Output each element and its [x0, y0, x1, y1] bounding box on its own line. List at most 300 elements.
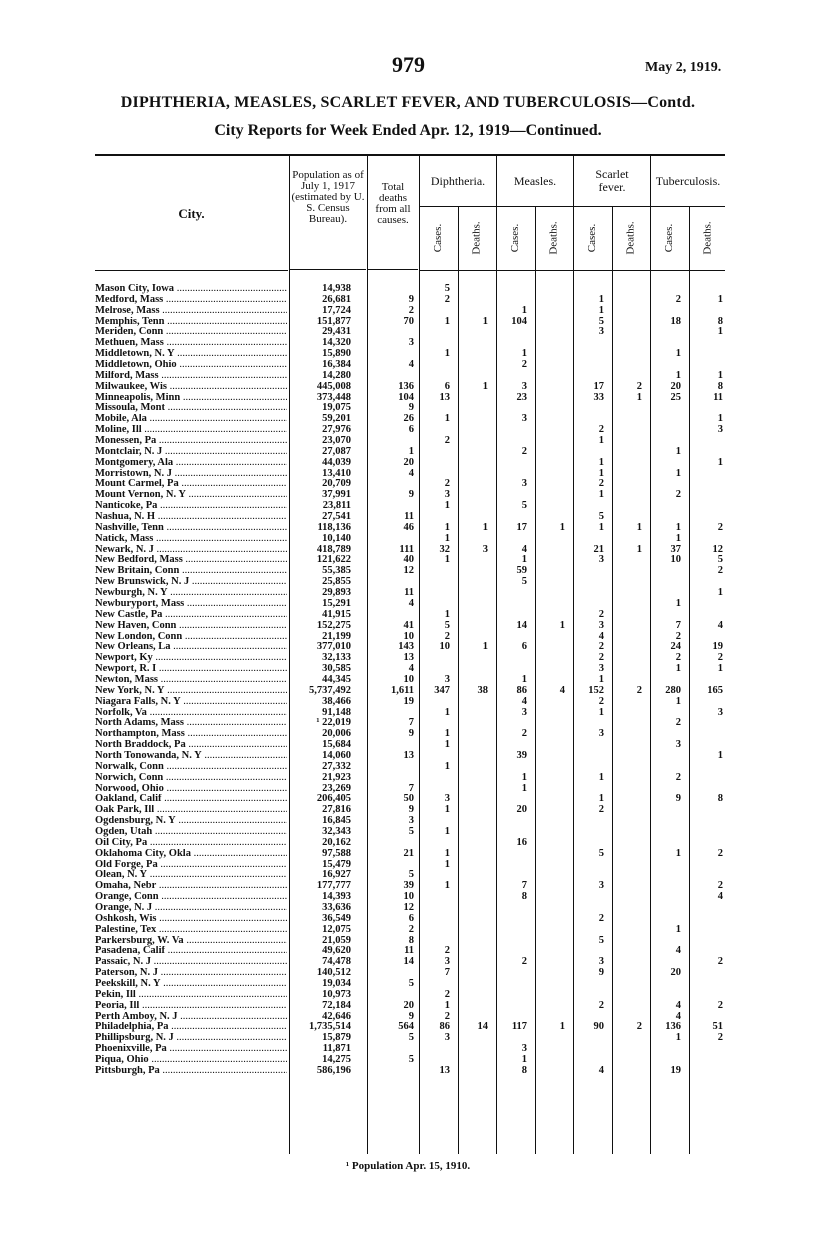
diphtheria-cases: 1	[444, 707, 450, 718]
population: 42,646	[322, 1011, 351, 1022]
population: 418,789	[316, 544, 351, 555]
diphtheria-cases	[420, 697, 450, 708]
measles-deaths	[535, 534, 565, 545]
measles-cases: 1	[521, 772, 527, 783]
tuberculosis-deaths	[689, 805, 723, 816]
diphtheria-deaths	[458, 1055, 488, 1066]
total-deaths: 7	[408, 718, 414, 729]
measles-cases	[497, 925, 527, 936]
measles-deaths	[535, 1012, 565, 1023]
measles-cases: 1	[521, 305, 527, 316]
scarlet-cases	[574, 566, 604, 577]
table-row	[95, 555, 725, 566]
scarlet-cases: 3	[598, 957, 604, 968]
table-row	[95, 425, 725, 436]
diphtheria-cases	[420, 936, 450, 947]
table-row	[95, 936, 725, 947]
measles-deaths	[535, 1001, 565, 1012]
diphtheria-deaths	[458, 512, 488, 523]
diphtheria-deaths	[458, 393, 488, 404]
diphtheria-cases	[420, 870, 450, 881]
scarlet-deaths	[612, 1044, 642, 1055]
total-deaths	[368, 534, 414, 545]
diphtheria-cases	[420, 469, 450, 480]
population: 25,855	[322, 577, 351, 588]
measles-deaths	[535, 708, 565, 719]
measles-deaths	[535, 545, 565, 556]
scarlet-deaths	[612, 697, 642, 708]
measles-deaths	[535, 946, 565, 957]
scarlet-cases: 4	[598, 1065, 604, 1076]
scarlet-deaths	[612, 317, 642, 328]
measles-deaths	[535, 1044, 565, 1055]
table-row	[95, 697, 725, 708]
table-row	[95, 436, 725, 447]
table-row	[95, 1022, 725, 1033]
tuberculosis-deaths	[689, 632, 723, 643]
tuberculosis-cases: 4	[675, 946, 681, 957]
tuberculosis-cases: 2	[675, 631, 681, 642]
total-deaths: 143	[398, 642, 414, 653]
diphtheria-deaths	[458, 946, 488, 957]
scarlet-cases: 2	[598, 913, 604, 924]
city-name: Norwich, Conn .....	[95, 773, 287, 784]
diphtheria-deaths	[458, 718, 488, 729]
total-deaths: 9	[408, 729, 414, 740]
diphtheria-deaths: 1	[482, 522, 488, 533]
scarlet-deaths	[612, 588, 642, 599]
diphtheria-deaths	[458, 816, 488, 827]
scarlet-deaths	[612, 816, 642, 827]
tuberculosis-cases: 1	[675, 370, 681, 381]
scarlet-deaths	[612, 436, 642, 447]
tuberculosis-cases	[651, 425, 681, 436]
tuberculosis-deaths: 165	[707, 685, 723, 696]
header-scarlet-deaths: Deaths.	[624, 221, 637, 255]
population: 32,133	[322, 653, 351, 664]
total-deaths: 13	[403, 750, 414, 761]
diphtheria-deaths	[458, 599, 488, 610]
measles-deaths: 1	[559, 620, 565, 631]
diphtheria-cases: 1	[444, 501, 450, 512]
diphtheria-deaths	[458, 403, 488, 414]
diphtheria-cases: 3	[444, 674, 450, 685]
total-deaths	[368, 838, 414, 849]
table-row	[95, 382, 725, 393]
total-deaths: 8	[408, 935, 414, 946]
scarlet-cases	[574, 990, 604, 1001]
tuberculosis-deaths	[689, 784, 723, 795]
city-name: Newton, Mass .....	[95, 675, 287, 686]
tuberculosis-cases: 280	[665, 685, 681, 696]
table-row	[95, 784, 725, 795]
measles-deaths	[535, 566, 565, 577]
measles-cases	[497, 903, 527, 914]
population: 32,343	[322, 826, 351, 837]
diphtheria-cases: 2	[444, 946, 450, 957]
population: 140,512	[316, 968, 351, 979]
scarlet-deaths	[612, 881, 642, 892]
measles-deaths	[535, 860, 565, 871]
population: 14,938	[322, 284, 351, 294]
population: 20,162	[322, 837, 351, 848]
measles-deaths	[535, 458, 565, 469]
tuberculosis-deaths	[689, 512, 723, 523]
measles-deaths	[535, 653, 565, 664]
diphtheria-deaths	[458, 784, 488, 795]
population: 23,811	[322, 501, 351, 512]
diphtheria-cases: 13	[439, 1065, 450, 1076]
measles-cases	[497, 327, 527, 338]
diphtheria-deaths	[458, 371, 488, 382]
measles-cases	[497, 403, 527, 414]
scarlet-deaths	[612, 360, 642, 371]
measles-cases	[497, 1001, 527, 1012]
population: 14,275	[322, 1055, 351, 1066]
tuberculosis-deaths: 1	[717, 588, 723, 599]
scarlet-deaths	[612, 892, 642, 903]
scarlet-deaths	[612, 577, 642, 588]
scarlet-cases: 1	[598, 436, 604, 447]
scarlet-cases	[574, 1044, 604, 1055]
population: 10,973	[322, 989, 351, 1000]
total-deaths: 4	[408, 360, 414, 371]
diphtheria-deaths	[458, 740, 488, 751]
city-name: Phillipsburg, N. J .....	[95, 1033, 287, 1044]
scarlet-deaths	[612, 708, 642, 719]
tuberculosis-cases	[651, 936, 681, 947]
diphtheria-deaths: 14	[477, 1022, 488, 1033]
table-row	[95, 946, 725, 957]
measles-deaths	[535, 393, 565, 404]
diphtheria-deaths	[458, 610, 488, 621]
diphtheria-deaths	[458, 914, 488, 925]
diphtheria-deaths	[458, 490, 488, 501]
header-total-deaths: Total deaths from all causes.	[368, 156, 418, 270]
scarlet-deaths	[612, 784, 642, 795]
tuberculosis-cases	[651, 436, 681, 447]
measles-cases	[497, 610, 527, 621]
population: 118,136	[317, 522, 351, 533]
table-row	[95, 393, 725, 404]
scarlet-cases: 1	[598, 794, 604, 805]
tuberculosis-deaths: 1	[717, 750, 723, 761]
total-deaths: 9	[408, 403, 414, 414]
header-tuberculosis-cases: Cases.	[662, 223, 675, 253]
scarlet-deaths	[612, 599, 642, 610]
diphtheria-cases: 2	[444, 1011, 450, 1022]
population: 177,777	[316, 881, 351, 892]
scarlet-deaths	[612, 827, 642, 838]
scarlet-cases	[574, 979, 604, 990]
measles-cases	[497, 740, 527, 751]
population: 49,620	[322, 946, 351, 957]
measles-cases: 3	[521, 414, 527, 425]
population: 586,196	[316, 1065, 351, 1076]
measles-cases: 20	[516, 805, 527, 816]
city-name: Perth Amboy, N. J .....	[95, 1012, 287, 1023]
diphtheria-cases	[420, 360, 450, 371]
measles-cases	[497, 599, 527, 610]
scarlet-cases	[574, 946, 604, 957]
measles-cases: 5	[521, 577, 527, 588]
tuberculosis-cases	[651, 588, 681, 599]
scarlet-deaths	[612, 914, 642, 925]
tuberculosis-cases	[651, 751, 681, 762]
scarlet-cases	[574, 599, 604, 610]
scarlet-cases: 1	[598, 772, 604, 783]
tuberculosis-deaths: 8	[717, 381, 723, 392]
scarlet-cases	[574, 447, 604, 458]
tuberculosis-deaths	[689, 501, 723, 512]
city-name: New London, Conn .....	[95, 632, 287, 643]
tuberculosis-deaths: 1	[717, 457, 723, 468]
population: 15,890	[322, 349, 351, 360]
population: 38,466	[322, 696, 351, 707]
tuberculosis-deaths	[689, 925, 723, 936]
scarlet-deaths	[612, 718, 642, 729]
measles-deaths	[535, 469, 565, 480]
scarlet-cases: 3	[598, 881, 604, 892]
diphtheria-deaths	[458, 469, 488, 480]
scarlet-deaths	[612, 925, 642, 936]
city-name: Mason City, Iowa .....	[95, 284, 287, 295]
population: 152,275	[316, 620, 351, 631]
tuberculosis-cases	[651, 577, 681, 588]
population: 21,199	[322, 631, 351, 642]
city-name: Methuen, Mass .....	[95, 338, 287, 349]
measles-cases: 8	[521, 892, 527, 903]
diphtheria-cases: 1	[444, 316, 450, 327]
diphtheria-cases	[420, 599, 450, 610]
scarlet-deaths	[612, 1012, 642, 1023]
scarlet-cases: 5	[598, 316, 604, 327]
total-deaths	[368, 577, 414, 588]
measles-cases: 5	[521, 501, 527, 512]
table-row	[95, 588, 725, 599]
tuberculosis-cases	[651, 403, 681, 414]
table-row	[95, 664, 725, 675]
measles-deaths	[535, 414, 565, 425]
tuberculosis-cases	[651, 805, 681, 816]
total-deaths: 6	[408, 913, 414, 924]
tuberculosis-deaths	[689, 447, 723, 458]
population: 15,479	[322, 859, 351, 870]
table-row	[95, 979, 725, 990]
population: 12,075	[322, 924, 351, 935]
measles-cases	[497, 469, 527, 480]
diphtheria-deaths	[458, 697, 488, 708]
diphtheria-cases	[420, 751, 450, 762]
scarlet-cases	[574, 577, 604, 588]
measles-deaths	[535, 479, 565, 490]
city-name: Norwalk, Conn .....	[95, 762, 287, 773]
scarlet-cases: 1	[598, 522, 604, 533]
diphtheria-cases: 5	[444, 284, 450, 294]
population: 16,384	[322, 360, 351, 371]
population: 23,269	[322, 783, 351, 794]
city-name: New York, N. Y .....	[95, 686, 287, 697]
total-deaths	[368, 371, 414, 382]
city-name: Orange, Conn .....	[95, 892, 287, 903]
diphtheria-cases	[420, 447, 450, 458]
scarlet-deaths: 2	[636, 381, 642, 392]
population: 19,034	[322, 979, 351, 989]
table-row	[95, 512, 725, 523]
measles-cases	[497, 718, 527, 729]
diphtheria-deaths	[458, 349, 488, 360]
total-deaths: 2	[408, 305, 414, 316]
scarlet-deaths	[612, 458, 642, 469]
table-row	[95, 718, 725, 729]
population: 27,332	[322, 761, 351, 772]
diphtheria-deaths	[458, 729, 488, 740]
tuberculosis-deaths	[689, 827, 723, 838]
city-name: Olean, N. Y .....	[95, 870, 287, 881]
scarlet-deaths	[612, 295, 642, 306]
measles-deaths: 4	[559, 685, 565, 696]
measles-deaths	[535, 610, 565, 621]
diphtheria-cases: 1	[444, 533, 450, 544]
total-deaths: 1,611	[390, 685, 414, 696]
tuberculosis-deaths: 2	[717, 957, 723, 968]
scarlet-deaths	[612, 403, 642, 414]
diphtheria-deaths	[458, 925, 488, 936]
tuberculosis-deaths: 8	[717, 316, 723, 327]
tuberculosis-deaths	[689, 729, 723, 740]
scarlet-deaths	[612, 1055, 642, 1066]
measles-deaths	[535, 490, 565, 501]
tuberculosis-cases: 1	[675, 848, 681, 859]
total-deaths	[368, 968, 414, 979]
header-scarlet-cases: Cases.	[585, 223, 598, 253]
total-deaths: 12	[403, 902, 414, 913]
tuberculosis-deaths: 4	[717, 620, 723, 631]
scarlet-cases	[574, 1012, 604, 1023]
population: 74,478	[322, 957, 351, 968]
tuberculosis-cases: 2	[675, 653, 681, 664]
population: 5,737,492	[309, 685, 351, 696]
scarlet-deaths	[612, 621, 642, 632]
measles-deaths: 1	[559, 522, 565, 533]
total-deaths	[368, 479, 414, 490]
city-name: Passaic, N. J .....	[95, 957, 287, 968]
city-name: Pittsburgh, Pa .....	[95, 1066, 287, 1077]
total-deaths	[368, 610, 414, 621]
measles-deaths	[535, 718, 565, 729]
scarlet-cases	[574, 925, 604, 936]
total-deaths: 4	[408, 598, 414, 609]
tuberculosis-deaths	[689, 903, 723, 914]
measles-cases: 2	[521, 729, 527, 740]
tuberculosis-deaths	[689, 816, 723, 827]
measles-cases: 1	[521, 555, 527, 566]
diphtheria-cases: 1	[444, 826, 450, 837]
total-deaths: 111	[399, 544, 414, 555]
total-deaths: 20	[403, 457, 414, 468]
scarlet-cases: 17	[593, 381, 604, 392]
population: 27,976	[322, 425, 351, 436]
total-deaths	[368, 1066, 414, 1077]
tuberculosis-cases	[651, 957, 681, 968]
total-deaths: 11	[404, 946, 414, 957]
scarlet-cases	[574, 534, 604, 545]
scarlet-cases: 2	[598, 642, 604, 653]
tuberculosis-deaths	[689, 773, 723, 784]
scarlet-cases: 2	[598, 609, 604, 620]
city-name: New Orleans, La .....	[95, 642, 287, 653]
measles-deaths	[535, 284, 565, 295]
diphtheria-cases: 3	[444, 794, 450, 805]
scarlet-deaths	[612, 740, 642, 751]
tuberculosis-deaths	[689, 349, 723, 360]
diphtheria-deaths	[458, 990, 488, 1001]
tuberculosis-cases: 136	[665, 1022, 681, 1033]
tuberculosis-cases: 20	[670, 968, 681, 979]
diphtheria-deaths	[458, 632, 488, 643]
total-deaths: 70	[403, 316, 414, 327]
measles-cases	[497, 490, 527, 501]
table-row	[95, 403, 725, 414]
measles-deaths	[535, 816, 565, 827]
total-deaths: 4	[408, 468, 414, 479]
tuberculosis-deaths: 3	[717, 707, 723, 718]
population: 91,148	[322, 707, 351, 718]
diphtheria-cases: 1	[444, 881, 450, 892]
tuberculosis-deaths	[689, 284, 723, 295]
total-deaths: 20	[403, 1000, 414, 1011]
population: 206,405	[316, 794, 351, 805]
scarlet-deaths	[612, 469, 642, 480]
table-row	[95, 642, 725, 653]
total-deaths: 9	[408, 1011, 414, 1022]
tuberculosis-cases	[651, 892, 681, 903]
population: 27,816	[322, 805, 351, 816]
table-row	[95, 327, 725, 338]
tuberculosis-cases	[651, 458, 681, 469]
table-row	[95, 990, 725, 1001]
city-name: Pekin, Ill .....	[95, 990, 287, 1001]
city-name: Norfolk, Va .....	[95, 708, 287, 719]
scarlet-cases: 1	[598, 707, 604, 718]
measles-cases: 59	[516, 566, 527, 577]
population: 21,923	[322, 772, 351, 783]
total-deaths: 104	[398, 392, 414, 403]
diphtheria-deaths	[458, 327, 488, 338]
city-name: Omaha, Nebr .....	[95, 881, 287, 892]
population: 14,393	[322, 892, 351, 903]
scarlet-deaths	[612, 1033, 642, 1044]
tuberculosis-deaths	[689, 718, 723, 729]
diphtheria-deaths	[458, 360, 488, 371]
table-row	[95, 338, 725, 349]
tuberculosis-deaths: 2	[717, 522, 723, 533]
measles-cases	[497, 425, 527, 436]
diphtheria-deaths	[458, 621, 488, 632]
header-measles: Measles.	[513, 173, 557, 188]
scarlet-deaths	[612, 903, 642, 914]
city-name: Montgomery, Ala .....	[95, 458, 287, 469]
diphtheria-cases: 1	[444, 349, 450, 360]
total-deaths: 6	[408, 425, 414, 436]
tuberculosis-cases: 4	[675, 1000, 681, 1011]
diphtheria-cases	[420, 566, 450, 577]
city-name: Middletown, Ohio .....	[95, 360, 287, 371]
diphtheria-cases	[420, 1055, 450, 1066]
population: 373,448	[316, 392, 351, 403]
measles-cases: 3	[521, 707, 527, 718]
scarlet-cases	[574, 338, 604, 349]
